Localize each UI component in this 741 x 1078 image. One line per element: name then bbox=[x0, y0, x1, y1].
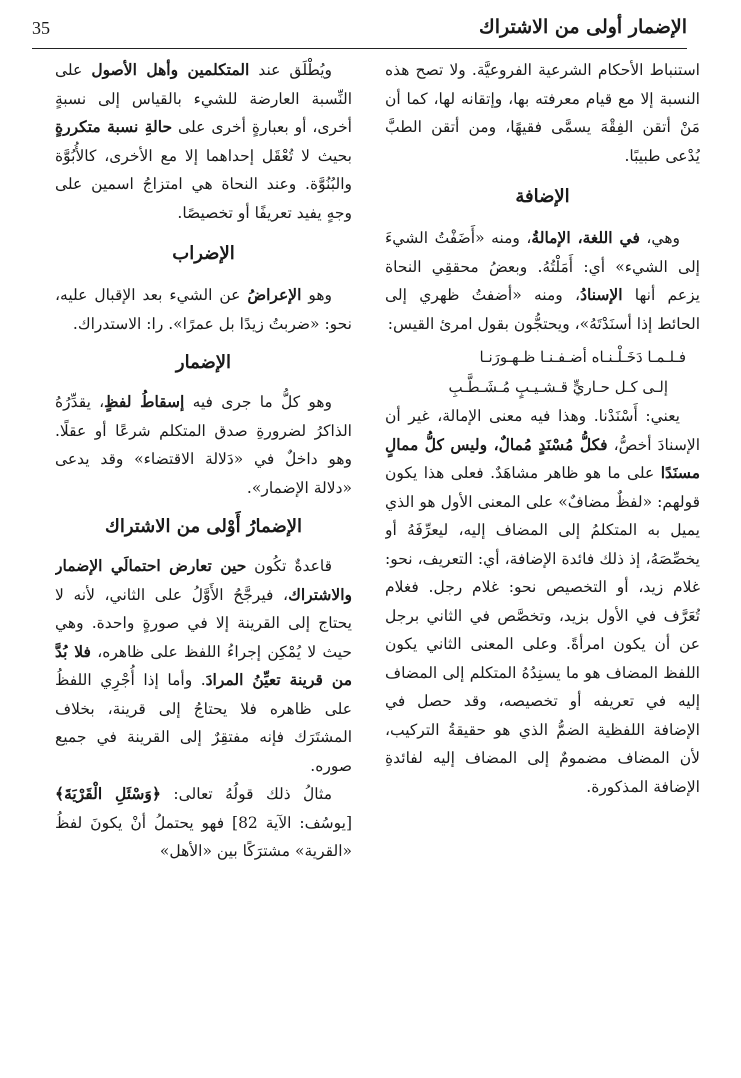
paragraph: وهو كلُّ ما جرى فيه إسقاطُ لفظٍ، يقدِّرُهُ الذاكرُ لضرورةِ صدق المتكلم شرعًا أو عقلًا. وهو داخلٌ في «دَلالة الاقتضاء» وقد يدعى «دلالة الإضمار». bbox=[55, 392, 352, 497]
section-heading-idmar-awla: الإضمارُ أَوْلى من الاشتراك bbox=[104, 516, 302, 537]
page-number: 35 bbox=[32, 18, 50, 38]
paragraph: وهو الإعراضُ عن الشيء بعد الإقبال عليه، نحو: «ضربتُ زيدًا بل عمرًا». را: الاستدراك. bbox=[55, 285, 352, 333]
paragraph: قاعدةٌ تكُون حين تعارض احتمالَي الإضمار والاشتراك، فيرجَّحُ الأَوَّلُ على الثاني، لأنه لا يحتاج إلى القرينة إلا في صورةٍ واحدة. وهي حيث لا يُمْكِن إجراءُ اللفظ على ظاهره، فلا بُدَّ من قرينة تعيِّنُ المرادَ. وأما إذا أُجْرِي اللفظُ على ظاهره فلا يحتاجُ إلى قرينة، بخلاف المشتَرَك فإنه مفتقِرٌ إلى القرينة في جميع صوره. bbox=[55, 556, 352, 775]
left-column bbox=[55, 56, 352, 1066]
section-heading-idafa: الإضافة bbox=[515, 186, 570, 207]
verse-line: إلـى كـل حـاريٍّ قـشـيـبٍ مُـشَـطَّـبِ bbox=[448, 378, 668, 396]
poem-verse bbox=[385, 342, 700, 402]
paragraph: استنباط الأحكام الشرعية الفروعيَّة. ولا تصح هذه النسبة إلا مع قيام معرفته بها، وإتقانه لها، كما أن مَنْ أتقن الفِقْهَ يسمَّى فقيهًا، ومن أتقن الطبَّ يُدْعى طبيبًا. bbox=[385, 61, 700, 165]
right-column bbox=[385, 56, 700, 1066]
section-heading-idrab: الإضراب bbox=[172, 243, 235, 264]
page-header bbox=[32, 12, 687, 49]
section-heading-idmar: الإضمار bbox=[175, 352, 232, 373]
verse-line: فـلـمـا دَخَـلْـنـاه أضـفـنـا ظـهـورَنـا bbox=[479, 348, 686, 366]
paragraph: يعني: أَسْنَدْنا. وهذا فيه معنى الإمالة، غير أن الإسنادَ أخصُّ، فكلُّ مُسْنَدٍ مُمالٌ، وليس كلُّ ممالٍ مسنَدًا على ما هو ظاهر مشاهَدٌ. فعلى هذا يكون قولهم: «لفظٌ مضافٌ» على المعنى الأول هو الذي يميل به المتكلمُ إلى المضاف إليه، ليعرِّفَهُ أو يخصِّصَهُ، إذ ذلك فائدة الإضافة، أي: التعريف، نحو: غلام زيد، أو التخصيص نحو: غلام رجل. فغلام تُعَرَّف في الأول بزيد، وتخصَّص في الثاني برجل عن أن يكون امرأةً. وعلى المعنى الثاني يكون اللفظ المضاف هو ما يسنِدُهُ المتكلم إلى المضاف إليه في تعريفه أو تخصيصه، وقد حصل في الإضافة اللفظية الضمُّ الذي هو حقيقةُ التركيب، لأن المضاف مضمومٌ إلى المضاف إليه لفائدةِ الإضافة المذكورة. bbox=[385, 407, 700, 796]
paragraph: مثالُ ذلك قولُهُ تعالى: ﴿وَسْئَلِ الْقَرْيَةَ﴾ [يوسُف: الآية 82] فهو يحتملُ أنْ يكونَ لفظُ «القرية» مشترَكًا بين «الأهل» bbox=[55, 784, 352, 860]
paragraph: وهي، في اللغة، الإمالةُ، ومنه «أَضَفْتُ الشيءَ إلى الشيء» أي: أَمَلْتُهُ. وبعضُ محققِي النحاة يزعم أنها الإسنادُ، ومنه «أضفتُ ظهري إلى الحائط إذا أسنَدْتَهُ»، ويحتجُّون بقول امرئ القيس: bbox=[385, 228, 700, 333]
paragraph: ويُطْلَق عند المتكلمين وأهل الأصول على النِّسبة العارضة للشيء بالقياس إلى نسبةٍ أخرى، أو بعبارةٍ أخرى على حالةِ نسبة متكررةٍ بحيث لا تُعْقَل إحداهما إلا مع الأخرى، كالأُبُوَّة والبُنُوَّة. وعند النحاة هي امتزاجُ اسمين على وجهٍ يفيد تعريفًا أو تخصيصًا. bbox=[55, 60, 352, 222]
running-title: الإضمار أولى من الاشتراك bbox=[479, 16, 687, 38]
